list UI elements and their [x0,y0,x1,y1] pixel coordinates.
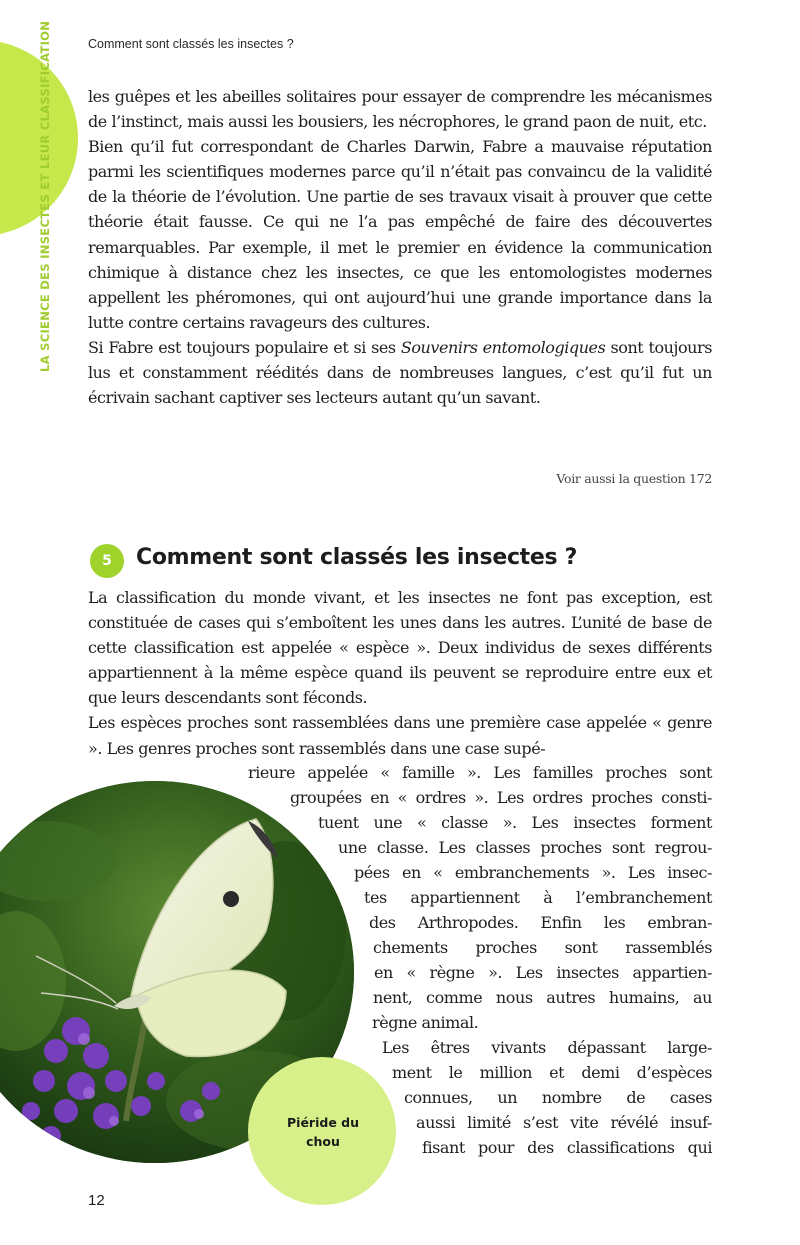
text-span: Si Fabre est toujours populaire et si ses [88,337,401,357]
wrapped-line: nent, comme nous autres humains, au [373,988,712,1007]
section-paragraph: Les espèces proches sont rassemblées dans une première case appelée « genre ». Les genres proches sont rassemblés dans une case supé- [88,713,712,758]
photo-caption: Piéride du chou [287,1115,359,1149]
wrapped-line: Les êtres vivants dépassant large- [382,1038,712,1057]
see-also-reference: Voir aussi la question 172 [556,471,712,486]
wrapped-line: rieure appelée « famille ». Les familles proches sont [248,763,712,782]
wrapped-line: règne animal. [372,1013,479,1032]
wrapped-line: pées en « embranchements ». Les insec- [354,863,712,882]
section-paragraph: La classification du monde vivant, et les insectes ne font pas exception, est constituée de cases qui s’emboîtent les unes dans les autres. L’unité de base de cette classification est appelée « espèce ». Deux individus de sexes différents appartiennent à la même espèce quand ils peuvent se reproduire entre eux et que leurs descendants sont féconds. [88,588,712,708]
text-span: sont toujours lus et constamment réédités dans de nombreuses langues, c’est qu’il fut un écrivain sachant captiver ses lecteurs autant qu’un savant. [88,337,712,408]
wrapped-line: chements proches sont rassemblés [373,938,712,957]
intro-paragraph [88,335,712,410]
wrapped-line: des Arthropodes. Enfin les embran- [369,913,712,932]
page-number: 12 [88,1192,105,1209]
book-title: Souvenirs entomologiques [400,337,606,357]
running-head: Comment sont classés les insectes ? [88,37,294,51]
wrapped-line: connues, un nombre de cases [404,1088,712,1107]
question-number-badge: 5 [90,544,124,578]
wrapped-line: en « règne ». Les insectes appartien- [374,963,712,982]
wrapped-line: fisant pour des classifications qui [422,1138,712,1157]
intro-paragraph: les guêpes et les abeilles solitaires pour essayer de comprendre les mécanismes de l’instinct, mais aussi les bousiers, les nécrophores, le grand paon de nuit, etc. [88,87,712,132]
wrapped-line: aussi limité s’est vite révélé insuf- [416,1113,712,1132]
intro-text [88,84,712,410]
wrapped-line: une classe. Les classes proches sont regrou- [338,838,712,857]
intro-paragraph: Bien qu’il fut correspondant de Charles Darwin, Fabre a mauvaise réputation parmi les scientifiques modernes parce qu’il n’était pas convaincu de la validité de la théorie de l’évolution. Une partie de ses travaux visait à prouver que cette théorie était fausse. Ce qui ne l’a pas empêché de faire des découvertes remarquables. Par exemple, il met le premier en évidence la communication chimique à distance chez les insectes, ce que les entomologistes modernes appellent les phéromones, qui ont aujourd’hui une grande importance dans la lutte contre certains ravageurs des cultures. [88,137,712,332]
wrapped-line: tuent une « classe ». Les insectes forment [318,813,712,832]
wrapped-line: groupées en « ordres ». Les ordres proches consti- [290,788,712,807]
chapter-side-title: LA SCIENCE DES INSECTES ET LEUR CLASSIFICATION [38,20,52,372]
wrapped-line: tes appartiennent à l’embranchement [364,888,712,907]
section-text [88,585,712,761]
question-title: Comment sont classés les insectes ? [136,545,578,570]
wrapped-line: ment le million et demi d’espèces [392,1063,712,1082]
